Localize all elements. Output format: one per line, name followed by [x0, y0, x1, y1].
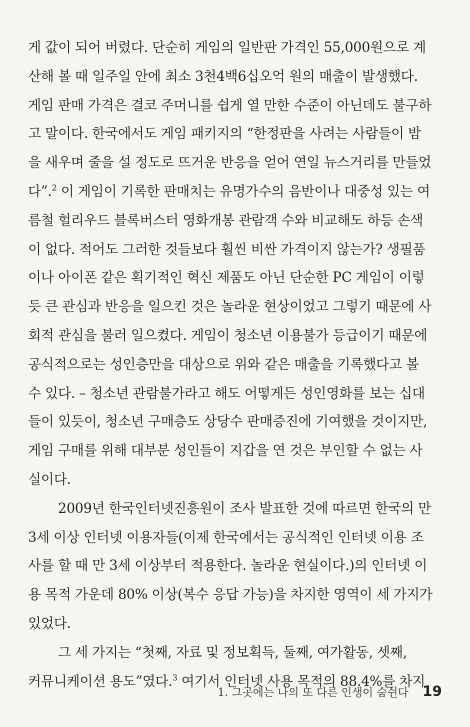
text-line: 실이다. [28, 471, 71, 488]
text-line: 고 말이다. 한국에서도 게임 패키지의 “한정판을 사려는 사람들이 밤 [28, 126, 421, 143]
text-line: 공식적으로는 성인층만을 대상으로 위와 같은 매출을 기록했다고 볼 [28, 356, 419, 373]
text-segment: 다”. [28, 183, 52, 200]
text-line: 게임 판매 가격은 결코 주머니를 쉽게 열 만한 수준이 아닌데도 불구하 [28, 97, 432, 114]
text-line: 름철 헐리우드 블록버스터 영화개봉 관람객 수와 비교해도 하등 손색 [28, 212, 424, 229]
text-segment: 커뮤니케이션 용도”였다. [28, 673, 173, 690]
footnote-marker: 2 [51, 183, 57, 193]
text-line: 을 새우며 줄을 설 정도로 뜨거운 반응을 얻어 연일 뉴스거리를 만들었 [28, 155, 432, 172]
paragraph-start-line: 2009년 한국인터넷진흥원이 조사 발표한 것에 따르면 한국의 만 [58, 500, 431, 517]
running-head: 1. 그곳에는 나의 또 다른 인생이 숨쉰다 [217, 686, 409, 699]
page-number: 19 [422, 684, 442, 700]
text-line: 게 값이 되어 버렸다. 단순히 게임의 일반판 가격인 55,000원으로 계 [28, 40, 426, 56]
text-line: 이나 아이폰 같은 획기적인 혁신 제품도 아닌 단순한 PC 게임이 이렇 [28, 270, 425, 287]
text-line: 들이 있듯이, 청소년 구매층도 상당수 판매증진에 기여했을 것이지만, [28, 414, 428, 431]
text-line: 사를 할 때 만 3세 이상부터 적용한다. 놀라운 현실이다.)의 인터넷 이 [28, 558, 428, 575]
text-line [28, 178, 436, 207]
text-line: 산해 볼 때 일주일 안에 최소 3천4백6십오억 원의 매출이 발생했다. [28, 68, 418, 85]
text-segment: 이 게임이 기록한 판매치는 유명가수의 음반이나 대중성 있는 여 [56, 183, 431, 200]
paragraph-start-line: 그 세 가지는 “첫째, 자료 및 정보획득, 둘째, 여가활동, 셋째, [58, 644, 407, 661]
footnote-marker: 3 [172, 673, 178, 682]
text-line: 수 있다. – 청소년 관람불가라고 해도 어떻게든 성인영화를 보는 십대 [28, 385, 425, 402]
text-line: 용 목적 가운데 80% 이상(복수 응답 가능)을 차지한 영역이 세 가지가 [28, 587, 433, 604]
page-footer [28, 684, 442, 708]
body-text [28, 34, 436, 696]
text-line: 듯 큰 관심과 반응을 일으킨 것은 놀라운 현상이었고 그렇기 때문에 사 [28, 299, 432, 316]
text-line: 회적 관심을 불러 일으켰다. 게임이 청소년 이용불가 등급이기 때문에 [28, 327, 428, 344]
text-line: 게임 구매를 위해 대부분 성인들이 지갑을 연 것은 부인할 수 없는 사 [28, 443, 423, 460]
text-line: 있었다. [28, 615, 71, 632]
text-segment: 여기서 인터넷 사용 목적의 88.4%를 차지 [177, 673, 426, 690]
text-line: 3세 이상 인터넷 이용자들(이제 한국에서는 공식적인 인터넷 이용 조 [28, 529, 424, 546]
text-line: 이 없다. 적어도 그러한 것들보다 훨씬 비싼 가격이지 않는가? 생필품 [28, 241, 426, 258]
